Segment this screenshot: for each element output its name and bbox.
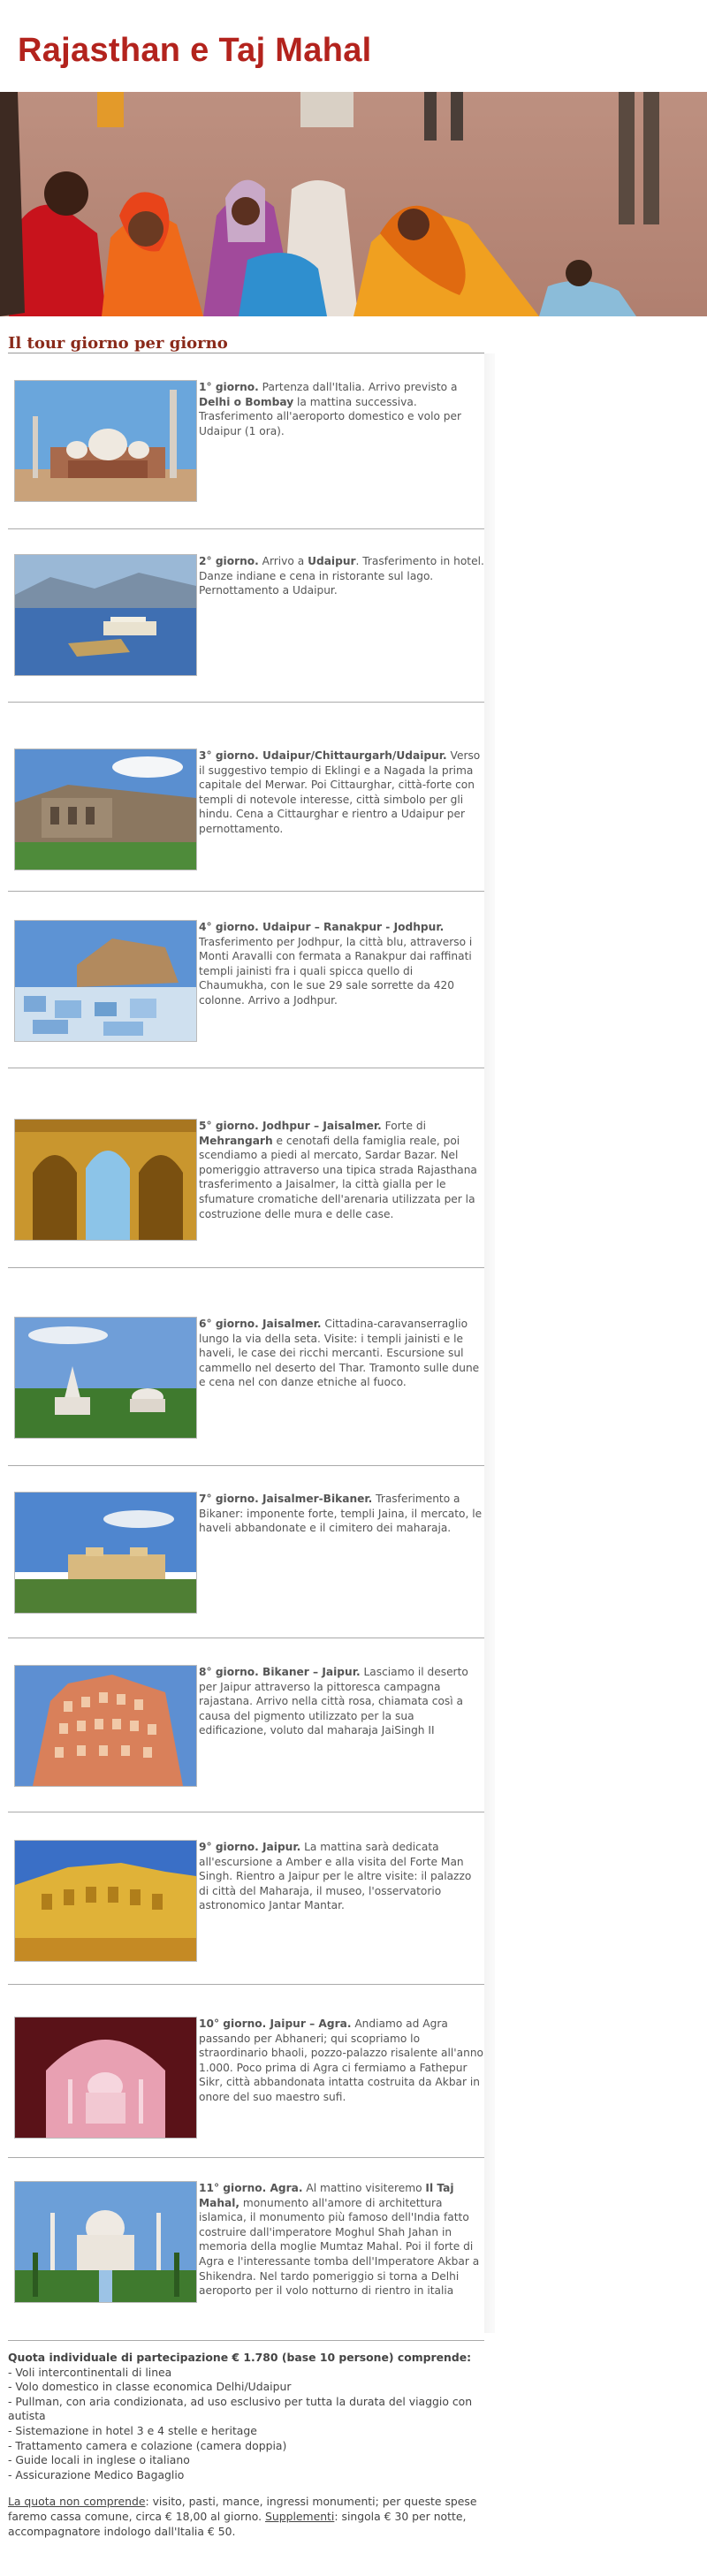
day-description: 5° giorno. Jodhpur – Jaisalmer. Forte di Mehrangarh e cenotafi della famiglia reale, poi scendiamo a piedi al mercato, Sardar Bazar. Nel pomeriggio attraverso una tipica strada Rajasthana trasferimento a Jaisalmer, la città gialla per le sfumature cromatiche dell'arenaria utilizzata per la costruzione delle mura e delle case. [199, 1120, 477, 1220]
day-description: 2° giorno. Arrivo a Udaipur. Trasferimento in hotel. Danze indiane e cena in ristorante sul lago. Pernottamento a Udaipur. [199, 555, 484, 597]
list-item: - Guide locali in inglese o italiano [8, 2453, 190, 2467]
page-header [0, 0, 707, 92]
divider [8, 1984, 484, 1985]
sandstone-arches-image [14, 1119, 197, 1241]
day-description: 1° giorno. Partenza dall'Italia. Arrivo previsto a Delhi o Bombay la mattina successiva. Trasferimento all'aeroporto domestico e volo per Udaipur (1 ora). [199, 381, 462, 437]
day-description: 7° giorno. Jaisalmer-Bikaner. Trasferimento a Bikaner: imponente forte, templi Jaina, il mercato, le haveli abbandonate e il cimitero dei maharaja. [199, 1493, 483, 1535]
hero-banner-image [0, 92, 707, 316]
page-title: Rajasthan e Taj Mahal [18, 32, 372, 69]
list-item: - Pullman, con aria condizionata, ad uso esclusivo per tutta la durata del viaggio con autista [8, 2394, 473, 2423]
blue-city-image [14, 920, 197, 1042]
day-description: 8° giorno. Bikaner – Jaipur. Lasciamo il deserto per Jaipur attraverso la pittoresca campagna rajastana. Arrivo nella città rosa, chiamata così a causa del pigmento utilizzato per la sua edificazione, voluto dal maharaja JaiSingh II [199, 1666, 468, 1737]
day-description: 4° giorno. Udaipur – Ranakpur - Jodhpur. Trasferimento per Jodhpur, la città blu, attraverso i Monti Aravalli con fermata a Ranakpur dai raffinati templi jainisti fra i quali spicca quello di Chaumukha, con le sue 29 sale sorrette da 420 colonne. Arrivo a Jodhpur. [199, 921, 473, 1007]
mosque-image [14, 380, 197, 502]
list-item: - Trattamento camera e colazione (camera doppia) [8, 2438, 287, 2452]
taj-mahal-image [14, 2181, 197, 2303]
day-description: 10° giorno. Jaipur – Agra. Andiamo ad Agra passando per Abhaneri; qui scopriamo lo straordinario bhaoli, pozzo-palazzo risalente all'anno 1.000. Poco prima di Agra ci fermiamo a Fathepur Sikr, città abbandonata intatta costruita da Akbar in onore del suo maestro sufi. [199, 2017, 483, 2103]
day-description: 6° giorno. Jaisalmer. Cittadina-caravanserraglio lungo la via della seta. Visite: i templi jainisti e le haveli, le case dei ricchi mercanti. Escursione sul cammello nel deserto del Thar. Tramonto sulle dune e cena nel con danze etniche al fuoco. [199, 1318, 480, 1389]
fort-ruins-image [14, 748, 197, 870]
divider [8, 528, 484, 529]
divider [8, 1267, 484, 1268]
day-description: 9° giorno. Jaipur. La mattina sarà dedicata all'escursione a Amber e alla visita del Forte Man Singh. Rientro a Jaipur per le altre visite: il palazzo di città del Maharaja, il museo, l'osservatorio astronomico Jantar Mantar. [199, 1841, 472, 1912]
taj-arch-view-image [14, 2017, 197, 2139]
list-item: - Sistemazione in hotel 3 e 4 stelle e heritage [8, 2423, 257, 2437]
list-item: - Voli intercontinentali di linea [8, 2365, 172, 2379]
lake-palace-image [14, 554, 197, 676]
side-panel [484, 353, 495, 2333]
supplements-label: Supplementi [265, 2509, 335, 2523]
list-item: - Assicurazione Medico Bagaglio [8, 2467, 185, 2481]
included-list [8, 2366, 490, 2483]
hawa-mahal-image [14, 1665, 197, 1787]
divider [8, 891, 484, 892]
day-description: 3° giorno. Udaipur/Chittaurgarh/Udaipur. Verso il suggestivo tempio di Eklingi e a Nagada la prima capitale del Merwar. Poi Cittaurghar, città-forte con templi di notevole interesse, città simbolo per gli hindu. Cena a Cittaurghar e rientro a Udaipur per pernottamento. [199, 749, 481, 835]
divider [8, 702, 484, 703]
not-included-note: La quota non comprende: visito, pasti, mance, ingressi monumenti; per queste spese faremo cassa comune, circa € 18,00 al giorno. Supplementi: singola € 30 per notte, accompagnatore indologo dall'Italia € 50. [8, 2495, 477, 2538]
section-title: Il tour giorno per giorno [8, 334, 228, 353]
divider [8, 1465, 484, 1466]
pricing-heading: Quota individuale di partecipazione € 1.780 (base 10 persone) comprende: [8, 2351, 472, 2364]
pricing-info [8, 2351, 490, 2539]
divider [8, 2157, 484, 2158]
amber-fort-image [14, 1840, 197, 1962]
palace-landscape-image [14, 1492, 197, 1614]
list-item: - Volo domestico in classe economica Delhi/Udaipur [8, 2380, 292, 2394]
not-included-label: La quota non comprende [8, 2495, 146, 2509]
divider [8, 2340, 484, 2341]
day-description: 11° giorno. Agra. Al mattino visiteremo Il Taj Mahal, monumento all'amore di architettura islamica, il monumento più famoso dell'India fatto costruire dall'imperatore Moghul Shah Jahan in memoria della moglie Mumtaz Mahal. Poi il forte di Agra e l'interessante tomba dell'Imperatore Akbar a Shikendra. Nel tardo pomeriggio si torna a Delhi aeroporto per il volo notturno di rientro in italia [199, 2182, 480, 2298]
temple-image [14, 1317, 197, 1439]
